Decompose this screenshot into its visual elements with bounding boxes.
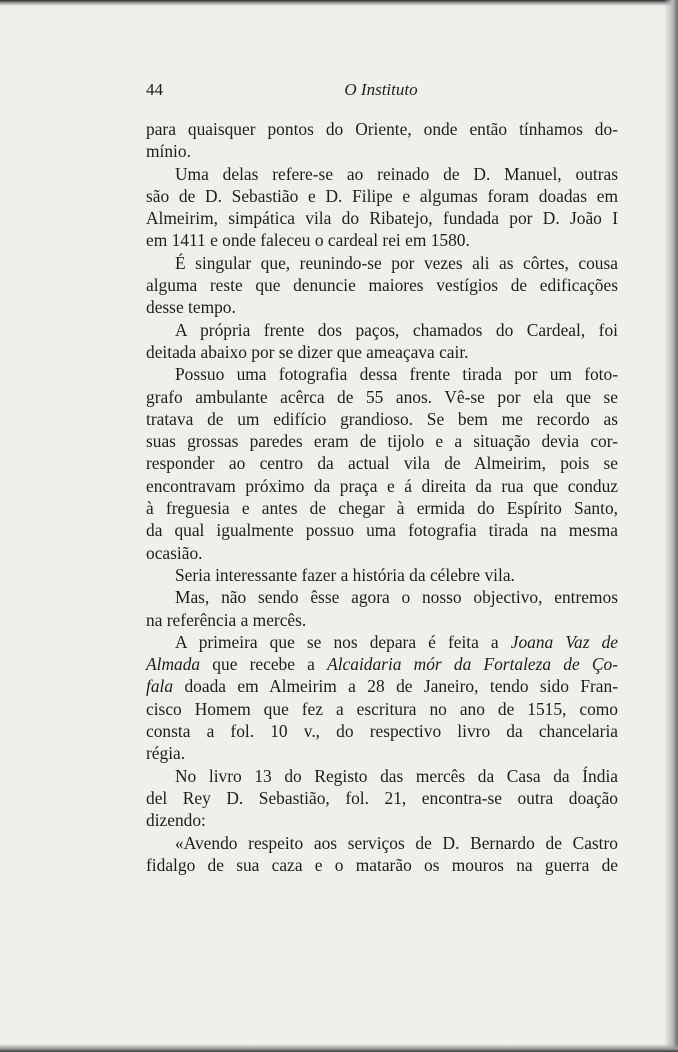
text-line: Almeirim, simpática vila do Ribatejo, fundada por D. João I bbox=[146, 208, 618, 229]
text-line: na referência a mercês. bbox=[146, 609, 307, 630]
text-line: à freguesia e antes de chegar à ermida do Espírito Santo, bbox=[146, 498, 618, 519]
text-line: responder ao centro da actual vila de Almeirim, pois se bbox=[146, 453, 618, 474]
text-line: del Rey D. Sebastião, fol. 21, encontra-se outra doação bbox=[146, 787, 618, 808]
text-line: No livro 13 do Registo das mercês da Casa da Índia bbox=[175, 765, 618, 786]
text-line bbox=[146, 631, 618, 653]
text-line: ocasião. bbox=[146, 542, 203, 563]
text-line bbox=[146, 653, 618, 675]
body-text bbox=[146, 118, 618, 876]
text-line: encontravam próximo da praça e á direita da rua que conduz bbox=[146, 475, 618, 496]
text-line: «Avendo respeito aos serviços de D. Bernardo de Castro bbox=[175, 832, 618, 853]
text-segment: que recebe a bbox=[200, 654, 328, 675]
italic-segment: Almada bbox=[146, 654, 201, 675]
text-line: alguma reste que denuncie maiores vestígios de edificações bbox=[146, 275, 618, 296]
scan-bottom-edge bbox=[0, 1044, 678, 1052]
text-line: desse tempo. bbox=[146, 297, 236, 318]
text-line bbox=[146, 675, 618, 697]
scan-right-edge bbox=[664, 0, 678, 1052]
text-line: fidalgo de sua caza e o matarão os mouros na guerra de bbox=[146, 854, 618, 875]
text-line: suas grossas paredes eram de tijolo e a situação devia cor- bbox=[146, 431, 618, 452]
text-line: em 1411 e onde faleceu o cardeal rei em 1580. bbox=[146, 230, 470, 251]
text-line: régia. bbox=[146, 743, 186, 764]
text-line: deitada abaixo por se dizer que ameaçava cair. bbox=[146, 341, 469, 362]
scan-top-shadow bbox=[0, 0, 678, 6]
text-line: Uma delas refere-se ao reinado de D. Manuel, outras bbox=[175, 163, 618, 184]
text-line: consta a fol. 10 v., do respectivo livro da chancelaria bbox=[146, 721, 618, 742]
running-head bbox=[146, 80, 616, 104]
text-line: da qual igualmente possuo uma fotografia tirada na mesma bbox=[146, 520, 618, 541]
text-line: grafo ambulante acêrca de 55 anos. Vê-se por ela que se bbox=[146, 386, 618, 407]
text-line: cisco Homem que fez a escritura no ano de 1515, como bbox=[146, 698, 618, 719]
text-line: A própria frente dos paços, chamados do Cardeal, foi bbox=[175, 319, 618, 340]
text-line: dizendo: bbox=[146, 810, 206, 831]
italic-segment: fala bbox=[146, 676, 174, 697]
text-line: Possuo uma fotografia dessa frente tirada por um foto- bbox=[175, 364, 618, 385]
text-line: É singular que, reunindo-se por vezes ali as côrtes, cousa bbox=[175, 252, 618, 273]
text-line: Seria interessante fazer a história da célebre vila. bbox=[175, 564, 515, 585]
italic-segment: Joana Vaz de bbox=[510, 631, 618, 652]
text-segment: doada em Almeirim a 28 de Janeiro, tendo sido Fran- bbox=[173, 676, 618, 697]
page-number: 44 bbox=[146, 80, 163, 99]
text-segment: A primeira que se nos depara é feita a bbox=[175, 631, 511, 652]
text-line: são de D. Sebastião e D. Filipe e algumas foram doadas em bbox=[146, 185, 618, 206]
italic-segment: Alcaidaria mór da Fortaleza de Ço- bbox=[327, 654, 618, 675]
text-line: Mas, não sendo êsse agora o nosso objectivo, entremos bbox=[175, 587, 618, 608]
running-title: O Instituto bbox=[344, 80, 418, 99]
text-line: tratava de um edifício grandioso. Se bem me recordo as bbox=[146, 408, 618, 429]
text-line: para quaisquer pontos do Oriente, onde então tínhamos do- bbox=[146, 119, 618, 139]
text-line: mínio. bbox=[146, 141, 191, 162]
